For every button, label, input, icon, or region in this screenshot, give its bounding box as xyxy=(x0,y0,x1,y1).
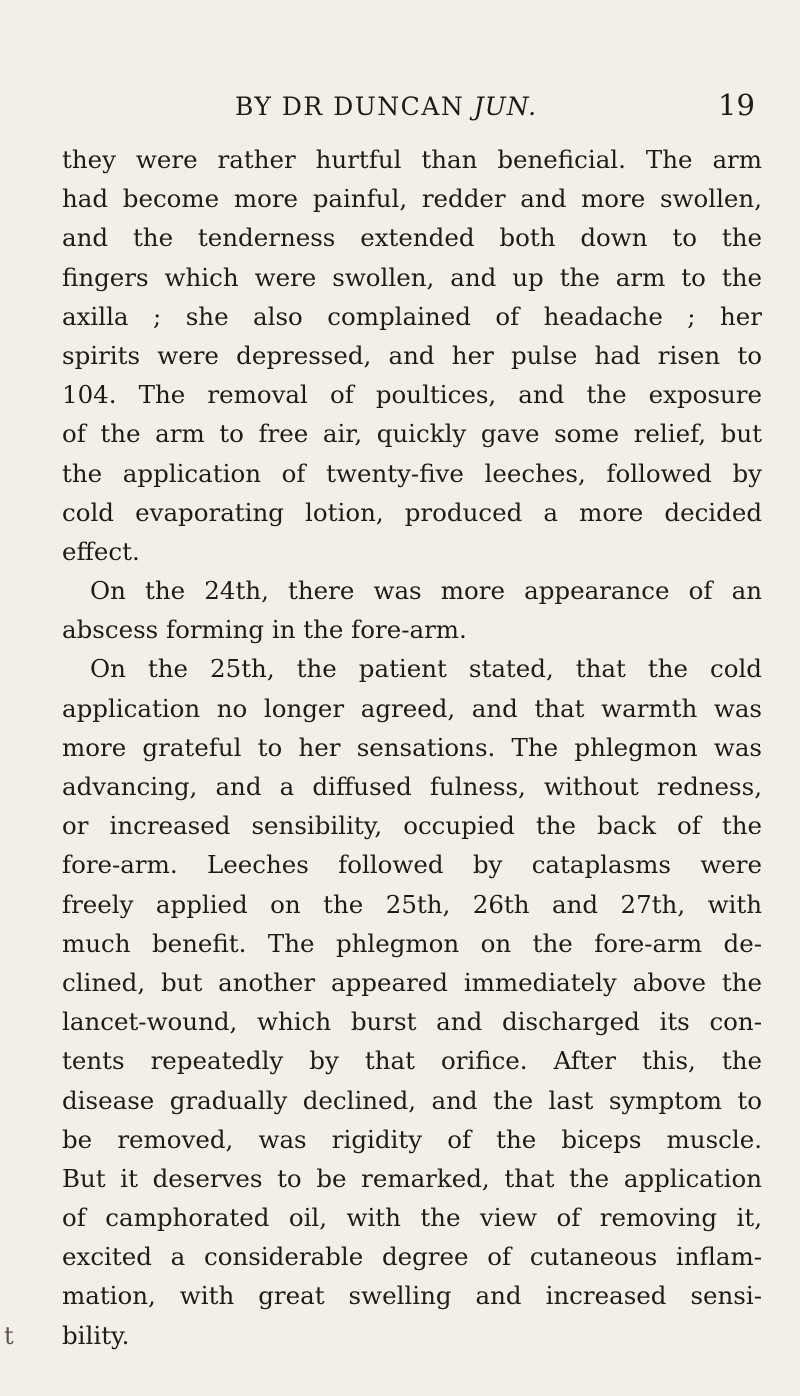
text-line: clined, but another appeared immediately above the xyxy=(62,967,762,997)
text-line: fore-arm. Leeches followed by cataplasms were xyxy=(62,850,762,880)
text-line: spirits were depressed, and her pulse had risen to xyxy=(62,340,762,370)
text-line: and the tenderness extended both down to the xyxy=(62,223,762,253)
text-line: advancing, and a diffused fulness, without redness, xyxy=(62,772,762,801)
text-line: application no longer agreed, and that warmth was xyxy=(62,693,762,723)
text-line: of camphorated oil, with the view of removing it, xyxy=(62,1203,762,1233)
text-line: had become more painful, redder and more swollen, xyxy=(62,184,762,214)
text-line: fingers which were swollen, and up the arm to the xyxy=(62,262,762,292)
text-line: axilla ; she also complained of headache ; her xyxy=(62,301,762,331)
running-head-text: BY DR DUNCAN xyxy=(235,92,465,121)
text-line: bility. xyxy=(62,1320,130,1350)
text-line: mation, with great swelling and increased sensi- xyxy=(62,1281,762,1311)
running-head xyxy=(235,92,537,121)
text-line: cold evaporating lotion, produced a more decided xyxy=(62,497,762,527)
margin-mark: t xyxy=(4,1322,14,1350)
text-line: more grateful to her sensations. The phlegmon was xyxy=(62,732,762,762)
text-line: lancet-wound, which burst and discharged its con- xyxy=(62,1007,762,1037)
text-line: But it deserves to be remarked, that the application xyxy=(62,1163,762,1193)
text-line: disease gradually declined, and the last symptom to xyxy=(62,1085,762,1115)
text-line: of the arm to free air, quickly gave some relief, but xyxy=(62,419,762,449)
text-line: On the 24th, there was more appearance of an xyxy=(90,576,762,606)
text-line: excited a considerable degree of cutaneous inflam- xyxy=(62,1242,762,1272)
text-line: abscess forming in the fore-arm. xyxy=(62,615,467,645)
page-number: 19 xyxy=(718,88,755,122)
text-line: or increased sensibility, occupied the back of the xyxy=(62,811,762,841)
text-line: freely applied on the 25th, 26th and 27th, with xyxy=(62,889,762,919)
text-line: they were rather hurtful than beneficial. The arm xyxy=(62,145,762,174)
running-head-italic: JUN. xyxy=(473,92,538,121)
text-line: much benefit. The phlegmon on the fore-arm de- xyxy=(62,928,762,958)
text-line: On the 25th, the patient stated, that the cold xyxy=(90,654,762,684)
body-text xyxy=(62,140,762,1355)
text-line: the application of twenty-five leeches, followed by xyxy=(62,458,762,488)
text-line: 104. The removal of poultices, and the exposure xyxy=(62,380,762,410)
text-line: effect. xyxy=(62,536,140,566)
text-line: tents repeatedly by that orifice. After this, the xyxy=(62,1046,762,1076)
text-line: be removed, was rigidity of the biceps muscle. xyxy=(62,1124,762,1154)
